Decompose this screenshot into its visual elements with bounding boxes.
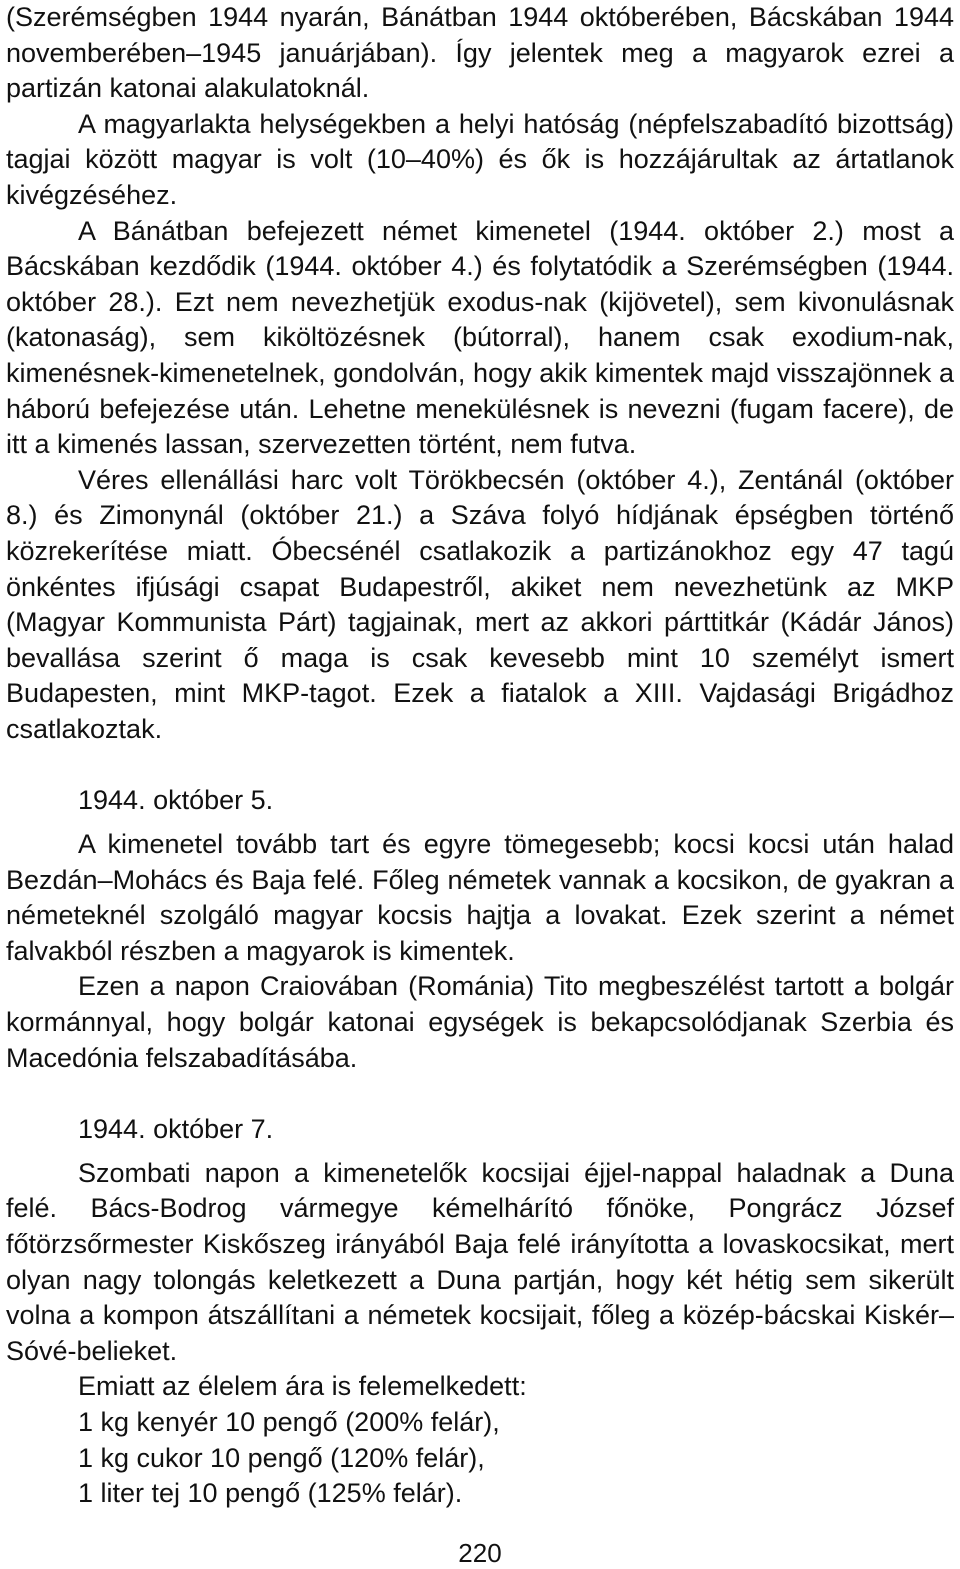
paragraph-food-prices-intro: Emiatt az élelem ára is felemelkedett: [78, 1371, 527, 1402]
page-number: 220 [458, 1538, 502, 1568]
section-heading-oct-7: 1944. október 7. [78, 1114, 274, 1145]
paragraph-armed-resistance: Véres ellenállási harc volt Törökbecsén (október 4.), Zentánál (október 8.) és Zimonynál (október 21.) a Száva folyó hídjának épségben történő közrekerítése miatt. Óbecsénél csatlakozik a partizánokhoz egy 47 tagú önkéntes ifjúsági csapat Budapestről, akiket nem nevezhetünk az MKP (Magyar Kommunista Párt) tagjainak, mert az akkori párttitkár (Kádár János) bevallása szerint ő maga is csak kevesebb mint 10 személyt ismert Budapesten, mint MKP-tagot. Ezek a fiatalok a XIII. Vajdasági Brigádhoz csatlakoztak. [6, 464, 954, 744]
paragraph-partisan-units: (Szerémségben 1944 nyarán, Bánátban 1944 októberében, Bácskában 1944 novemberében–1945 januárjában). Így jelentek meg a magyarok ezrei a partizán katonai alakulatoknál. [6, 2, 954, 104]
document-page [6, 0, 954, 1569]
paragraph-german-exodus: A Bánátban befejezett német kimenetel (1944. október 2.) most a Bácskában kezdődik (1944. október 4.) és folytatódik a Szerémségben (1944. október 28.). Ezt nem nevezhetjük exodus-nak (kijövetel), sem kivonulásnak (katonaság), sem kiköltözésnek (bútorral), hanem csak exodium-nak, kimenésnek-kimenetelnek, gondolván, hogy akik kimentek majd visszajönnek a háború befejezése után. Lehetne menekülésnek is nevezni (fugam facere), de itt a kimenés lassan, szervezetten történt, nem futva. [6, 215, 954, 460]
paragraph-exodus-continues: A kimenetel tovább tart és egyre tömegesebb; kocsi kocsi után halad Bezdán–Mohács és Baja felé. Főleg németek vannak a kocsikon, de gyakran a németeknél szolgáló magyar kocsis hajtja a lovakat. Ezek szerint a német falvakból részben a magyarok is kimentek. [6, 829, 954, 966]
paragraph-local-authorities: A magyarlakta helységekben a helyi hatóság (népfelszabadító bizottság) tagjai között magyar is volt (10–40%) és ők is hozzájárultak az ártatlanok kivégzéséhez. [6, 108, 954, 210]
price-list-item-sugar: 1 kg cukor 10 pengő (120% felár), [78, 1442, 485, 1473]
paragraph-saturday-carts: Szombati napon a kimenetelők kocsijai éjjel-nappal haladnak a Duna felé. Bács-Bodrog vármegye kémelhárító főnöke, Pongrácz József főtörzsőrmester Kiskőszeg irányából Baja felé irányította a lovaskocsikat, mert olyan nagy tolongás keletkezett a Duna partján, hogy két hétig sem sikerült volna a kompon átszállítani a németek kocsijait, főleg a közép-bácskai Kiskér–Sóvé-belieket. [6, 1157, 954, 1366]
paragraph-craiova-meeting: Ezen a napon Craiovában (Románia) Tito megbeszélést tartott a bolgár kormánnyal, hogy bolgár katonai egységek is bekapcsolódjanak Szerbia és Macedónia felszabadításába. [6, 971, 954, 1073]
section-heading-oct-5: 1944. október 5. [78, 785, 274, 816]
price-list [6, 1405, 954, 1512]
price-list-item-bread: 1 kg kenyér 10 pengő (200% felár), [78, 1406, 500, 1437]
price-list-item-milk: 1 liter tej 10 pengő (125% felár). [78, 1478, 463, 1509]
